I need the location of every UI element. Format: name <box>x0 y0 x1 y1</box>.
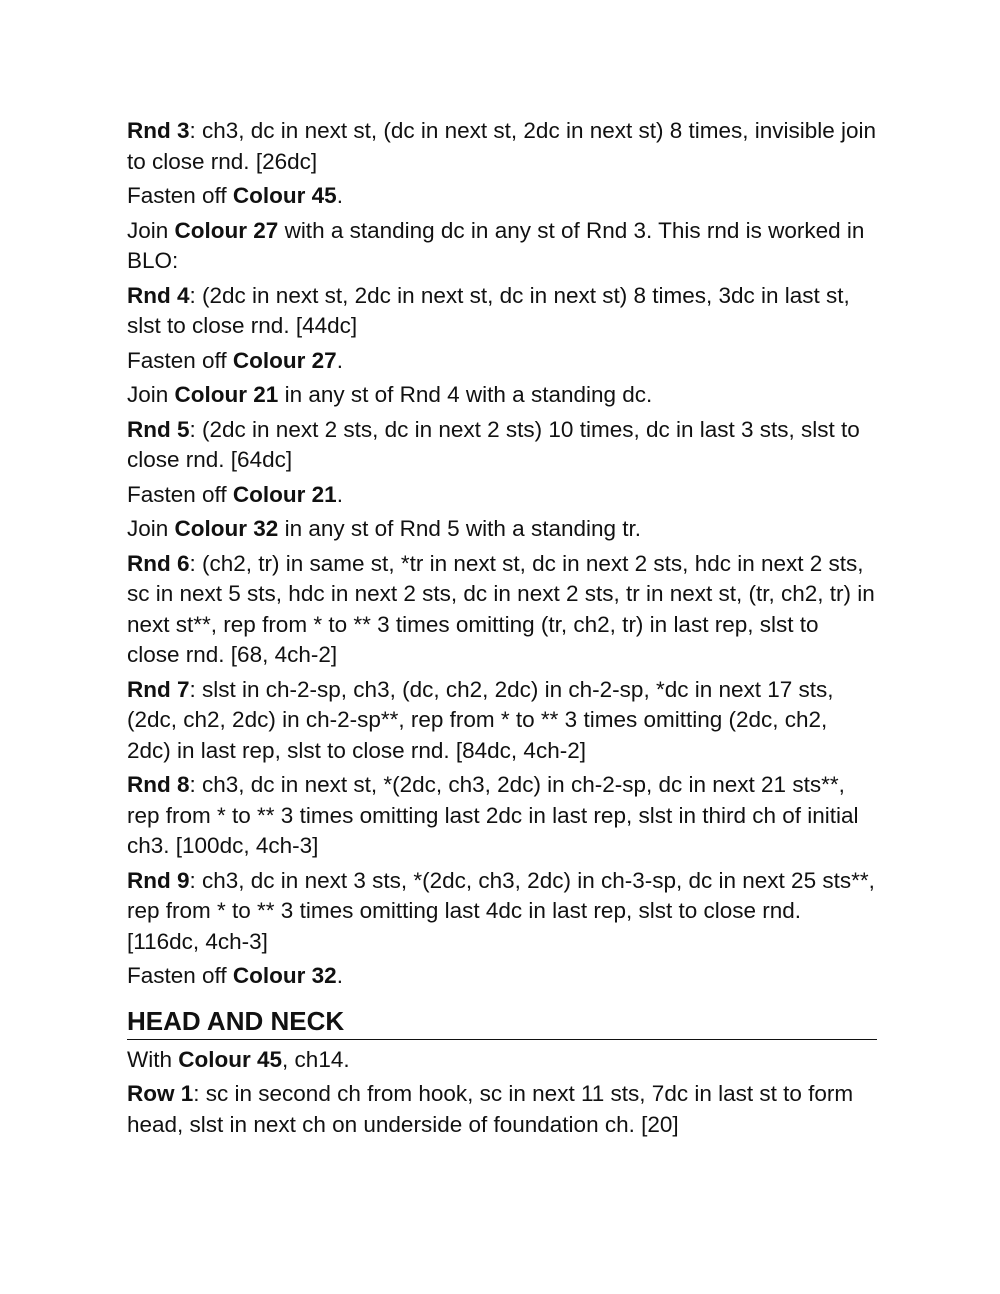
paragraph-join-colour-27 <box>127 216 877 277</box>
paragraph-text: : sc in second ch from hook, sc in next 11 sts, 7dc in last st to form head, slst in next ch on underside of foundation ch. [20] <box>127 1081 854 1137</box>
rnd-label: Rnd 6 <box>127 550 190 576</box>
paragraph-text: in any st of Rnd 4 with a standing dc. <box>278 382 653 407</box>
paragraph-text: : ch3, dc in next st, *(2dc, ch3, 2dc) in ch-2-sp, dc in next 21 sts**, rep from * to ** 3 times omitting last 2dc in last rep, slst in third ch of initial ch3. [100dc, 4ch-3] <box>127 772 859 858</box>
paragraph-rnd-6 <box>127 549 877 671</box>
heading-divider <box>127 1039 877 1040</box>
paragraph-join-colour-32 <box>127 514 877 545</box>
rnd-label: Rnd 8 <box>127 772 190 797</box>
paragraph-text: : (2dc in next 2 sts, dc in next 2 sts) 10 times, dc in last 3 sts, slst to close rnd. [64dc] <box>127 416 860 472</box>
paragraph-fasten-off-colour-21 <box>127 480 877 511</box>
colour-label: Colour 45 <box>178 1046 283 1072</box>
paragraph-prefix: Fasten off <box>127 183 233 208</box>
paragraph-rnd-7 <box>127 675 877 767</box>
colour-label: Colour 21 <box>232 481 337 507</box>
paragraph-fasten-off-colour-27 <box>127 346 877 377</box>
paragraph-with-colour-45 <box>127 1045 877 1076</box>
paragraph-prefix: Join <box>127 516 175 541</box>
rnd-label: Rnd 9 <box>127 867 190 893</box>
paragraph-text: : (2dc in next st, 2dc in next st, dc in next st) 8 times, 3dc in last st, slst to close rnd. [44dc] <box>127 282 850 338</box>
paragraph-prefix: Fasten off <box>127 963 233 988</box>
colour-label: Colour 32 <box>174 516 279 541</box>
paragraph-rnd-8 <box>127 770 877 862</box>
paragraph-text: . <box>336 481 343 507</box>
rnd-label: Rnd 4 <box>127 282 190 308</box>
paragraph-rnd-4 <box>127 281 877 342</box>
paragraph-text: with a standing dc in any st of Rnd 3. This rnd is worked in BLO: <box>127 217 865 273</box>
paragraph-prefix: Fasten off <box>127 347 233 373</box>
row-label: Row 1 <box>127 1081 194 1106</box>
paragraph-text: . <box>336 963 343 988</box>
paragraph-text: : (ch2, tr) in same st, *tr in next st, dc in next 2 sts, hdc in next 2 sts, sc in next 5 sts, hdc in next 2 sts, dc in next 2 sts, tr in next st, (tr, ch2, tr) in next st**, rep from * to ** 3 times omitting (tr, ch2, tr) in last rep, slst to close rnd. [68, 4ch-2] <box>127 550 875 667</box>
paragraph-join-colour-21 <box>127 380 877 411</box>
paragraph-text: : ch3, dc in next 3 sts, *(2dc, ch3, 2dc) in ch-3-sp, dc in next 25 sts**, rep from * to ** 3 times omitting last 4dc in last rep, slst to close rnd. [116dc, 4ch-3] <box>127 867 875 954</box>
paragraph-text: , ch14. <box>282 1046 350 1072</box>
paragraph-fasten-off-colour-45 <box>127 181 877 212</box>
colour-label: Colour 27 <box>232 347 337 373</box>
paragraph-text: . <box>336 347 343 373</box>
paragraph-prefix: With <box>127 1046 179 1072</box>
paragraph-prefix: Join <box>127 217 175 243</box>
paragraph-text: . <box>336 183 343 208</box>
paragraph-prefix: Join <box>127 382 175 407</box>
colour-label: Colour 21 <box>174 382 279 407</box>
paragraph-row-1 <box>127 1079 877 1140</box>
colour-label: Colour 32 <box>232 963 337 988</box>
paragraph-text: in any st of Rnd 5 with a standing tr. <box>278 516 642 541</box>
paragraph-rnd-9 <box>127 866 877 958</box>
rnd-label: Rnd 5 <box>127 416 190 442</box>
colour-label: Colour 45 <box>232 183 337 208</box>
paragraph-rnd-5 <box>127 415 877 476</box>
rnd-label: Rnd 3 <box>127 118 190 143</box>
paragraph-fasten-off-colour-32 <box>127 961 877 992</box>
paragraph-text: : slst in ch-2-sp, ch3, (dc, ch2, 2dc) in ch-2-sp, *dc in next 17 sts, (2dc, ch2, 2dc) in ch-2-sp**, rep from * to ** 3 times omitting (2dc, ch2, 2dc) in last rep, slst to close rnd. [84dc, 4ch-2] <box>127 676 834 763</box>
paragraph-text: : ch3, dc in next st, (dc in next st, 2dc in next st) 8 times, invisible join to close rnd. [26dc] <box>127 118 877 174</box>
colour-label: Colour 27 <box>174 217 279 243</box>
paragraph-prefix: Fasten off <box>127 481 233 507</box>
document-page <box>127 116 877 1144</box>
section-heading-head-and-neck: HEAD AND NECK <box>127 1005 345 1036</box>
paragraph-rnd-3 <box>127 116 877 177</box>
rnd-label: Rnd 7 <box>127 676 190 702</box>
